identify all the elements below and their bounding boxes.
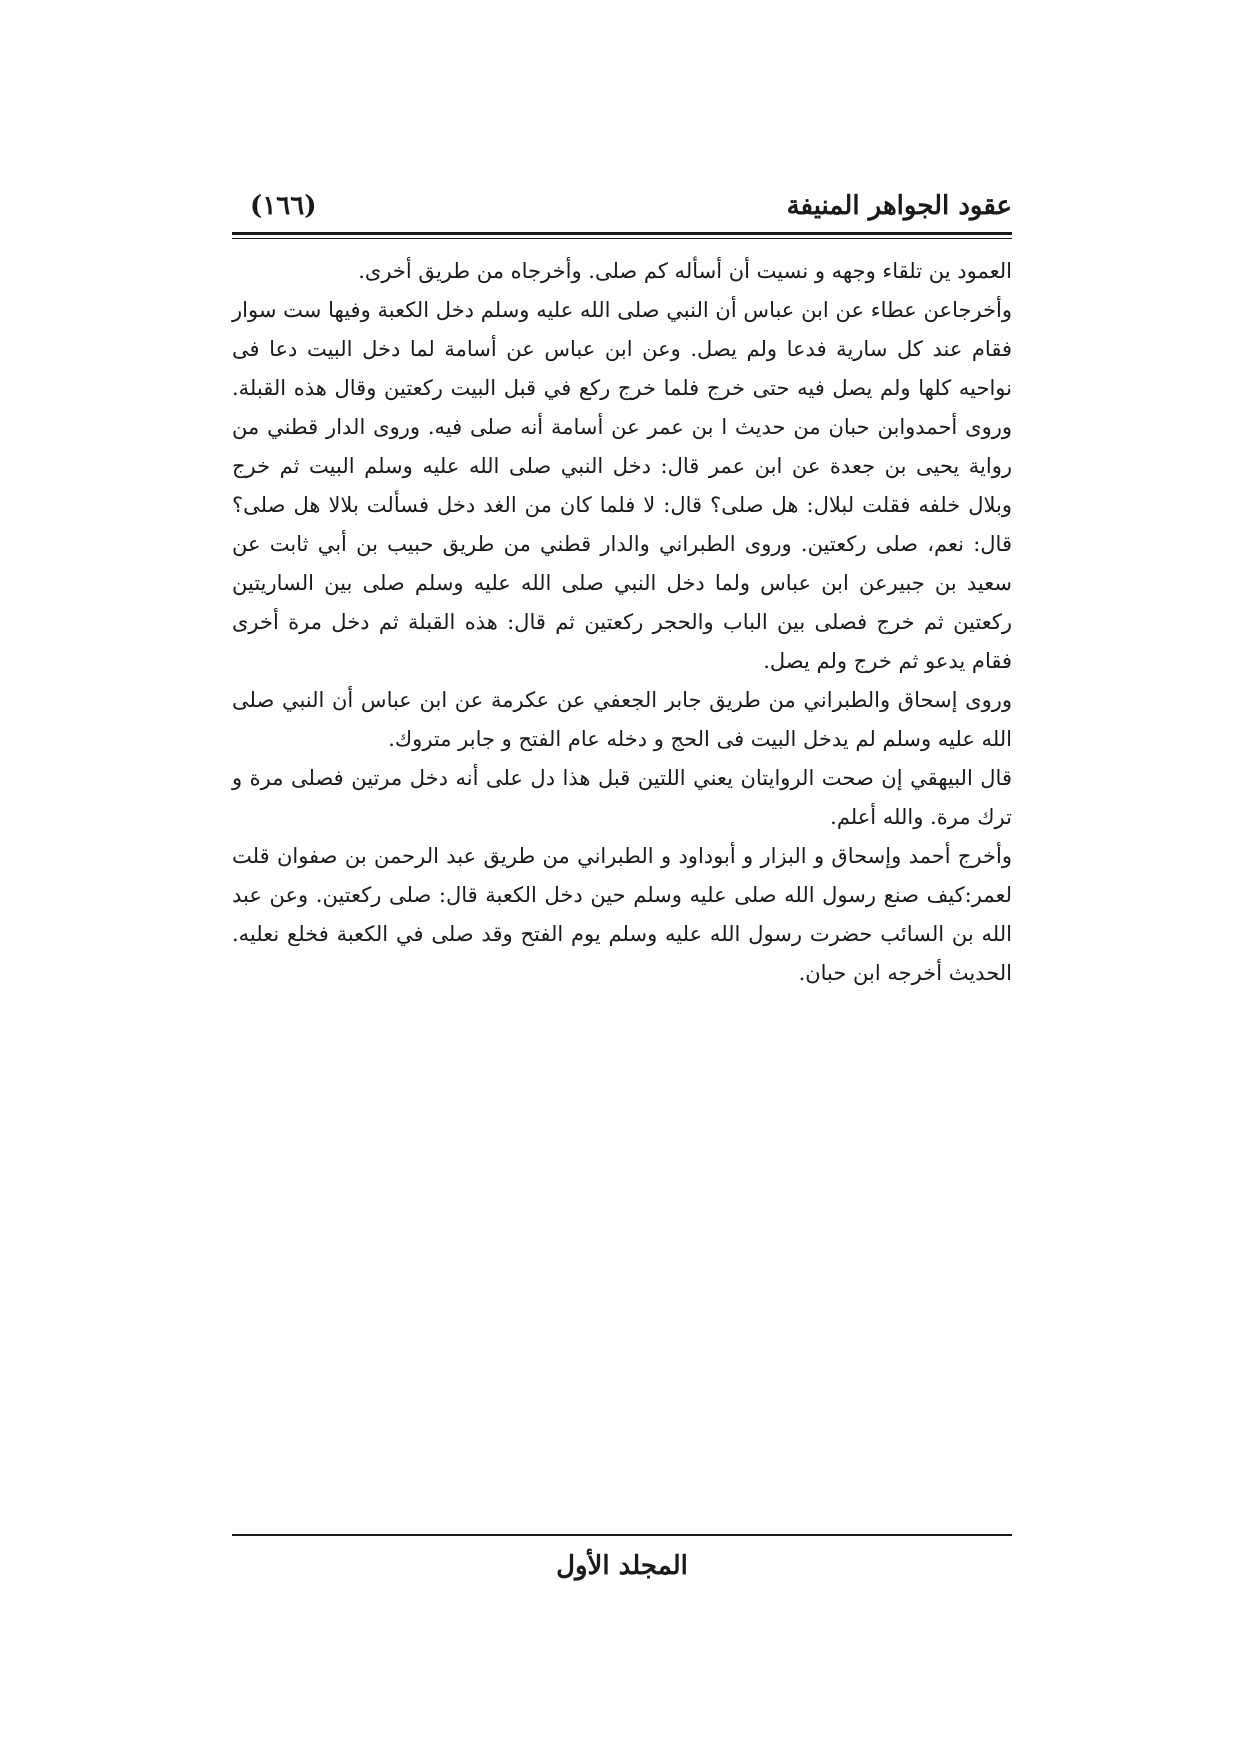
header-divider <box>232 232 1012 235</box>
paragraph-5: وأخرج أحمد وإسحاق و البزار و أبوداود و الطبراني من طريق عبد الرحمن بن صفوان قلت لعمر:كيف صنع رسول الله صلى عليه وسلم حين دخل الكعبة قال: صلى ركعتين. وعن عبد الله بن السائب حضرت رسول الله عليه وسلم يوم الفتح وقد صلى في الكعبة فخلع نعليه. الحديث أخرجه ابن حبان. <box>232 844 1013 985</box>
paragraph-4: قال البيهقي إن صحت الروايتان يعني اللتين قبل هذا دل على أنه دخل مرتين فصلى مرة و ترك مرة. والله أعلم. <box>232 766 1012 829</box>
paragraph-3: وروى إسحاق والطبراني من طريق جابر الجعفي عن عكرمة عن ابن عباس أن النبي صلى الله عليه وسلم لم يدخل البيت فى الحج و دخله عام الفتح و جابر متروك. <box>232 688 1012 751</box>
paragraph-2: وأخرجاعن عطاء عن ابن عباس أن النبي صلى الله عليه وسلم دخل الكعبة وفيها ست سوار فقام عند كل سارية فدعا ولم يصل. وعن ابن عباس عن أسامة لما دخل البيت دعا فى نواحيه كلها ولم يصل فيه حتى خرج فلما خرج ركع في قبل البيت ركعتين وقال هذه القبلة. وروى أحمدوابن حبان من حديث ا بن عمر عن أسامة أنه صلى فيه. وروى الدار قطني من رواية يحيى بن جعدة عن ابن عمر قال: دخل النبي صلى الله عليه وسلم البيت ثم خرج وبلال خلفه فقلت لبلال: هل صلى؟ قال: لا فلما كان من الغد دخل فسألت بلالا هل صلى؟ قال: نعم، صلى ركعتين. وروى الطبراني والدار قطني من طريق حبيب بن أبي ثابت عن سعيد بن جبيرعن ابن عباس ولما دخل النبي صلى الله عليه وسلم صلى بين الساريتين ركعتين ثم خرج فصلى بين الباب والحجر ركعتين ثم قال: هذه القبلة ثم دخل مرة أخرى فقام يدعو ثم خرج ولم يصل. <box>232 298 1012 673</box>
paragraph-1: العمود ين تلقاء وجهه و نسيت أن أسأله كم صلى. وأخرجاه من طريق أخرى. <box>358 259 1012 283</box>
book-title: عقود الجواهر المنيفة <box>786 191 1012 221</box>
body-text <box>232 252 1012 993</box>
page-number: (١٦٦) <box>250 191 317 221</box>
volume-label: المجلد الأول <box>556 1551 688 1581</box>
footer-divider <box>232 1534 1012 1536</box>
header-divider-thin <box>232 238 1012 239</box>
page-header <box>232 188 1012 228</box>
